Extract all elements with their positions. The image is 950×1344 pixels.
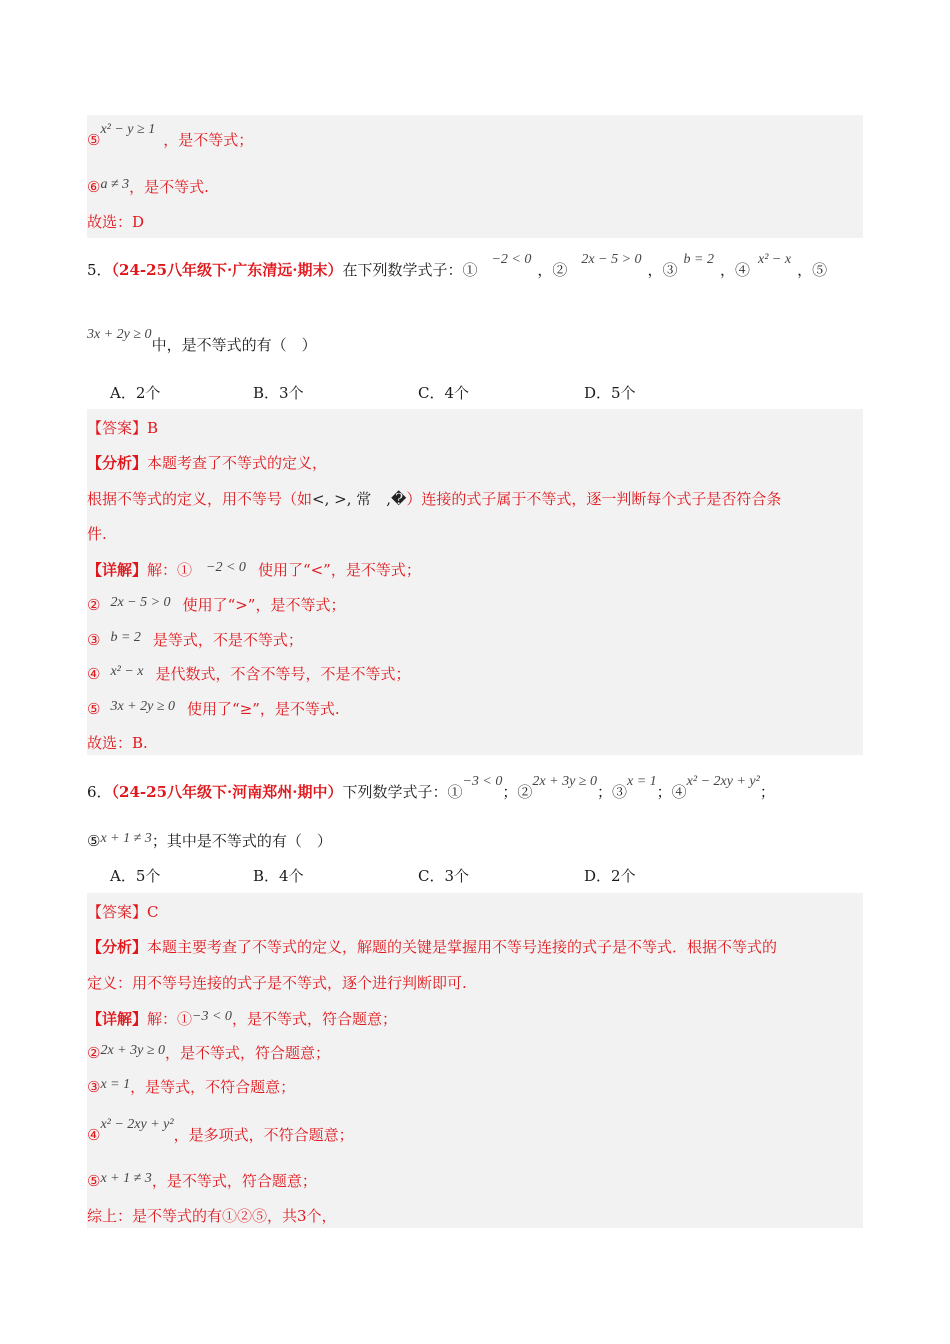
q5-choice: 故选：B. (87, 734, 148, 752)
q6-option-d: D．2个 (584, 867, 636, 885)
q5-stem: 5．（24-25八年级下·广东清远·期末）在下列数学式子：①−2 < 0，②2x − 5 > 0，③b = 2，④x² − x，⑤ (87, 252, 828, 279)
q6-analysis-line2: 定义：用不等号连接的式子是不等式，逐个进行判断即可. (87, 974, 467, 992)
q5-analysis: 【分析】本题考查了不等式的定义， (87, 454, 328, 472)
q5-detail-1: 【详解】解：① −2 < 0 使用了“<”，是不等式； (87, 560, 421, 579)
q5-detail-2: ② 2x − 5 > 0 使用了“>”，是不等式； (87, 595, 346, 614)
q6-detail-5: ⑤x + 1 ≠ 3，是不等式，符合题意； (87, 1171, 317, 1190)
q4-detail-line-6: ⑥a ≠ 3，是不等式. (87, 177, 209, 196)
q6-analysis: 【分析】本题主要考查了不等式的定义，解题的关键是掌握用不等号连接的式子是不等式．根据不等式的 (87, 938, 778, 956)
q6-detail-3: ③x = 1，是等式，不符合题意； (87, 1077, 296, 1096)
q6-answer: 【答案】C (87, 903, 159, 921)
q5-analysis-line3: 件. (87, 525, 107, 543)
q4-choice: 故选：D (87, 213, 145, 231)
q5-option-c: C．4个 (418, 384, 470, 402)
q6-detail-1: 【详解】解：①−3 < 0，是不等式，符合题意； (87, 1009, 397, 1028)
q6-stem: 6．（24-25八年级下·河南郑州·期中）下列数学式子：①−3 < 0；②2x + 3y ≥ 0；③x = 1；④x² − 2xy + y²； (87, 774, 775, 801)
q5-detail-3: ③ b = 2 是等式，不是不等式； (87, 630, 303, 649)
q5-analysis-line2: 根据不等式的定义，用不等号（如<, >, 常 ,�）连接的式子属于不等式，逐一判断每个式子是否符合条 (87, 490, 782, 508)
q5-answer: 【答案】B (87, 419, 159, 437)
q5-option-a: A．2个 (110, 384, 161, 402)
q6-detail-4: ④x² − 2xy + y²，是多项式，不符合题意； (87, 1117, 354, 1144)
q6-stem-line2: ⑤x + 1 ≠ 3；其中是不等式的有（ ） (87, 831, 332, 850)
q5-stem-line2: 3x + 2y ≥ 0中，是不等式的有（ ） (87, 327, 317, 354)
q4-detail-line-5: ⑤x² − y ≥ 1，是不等式； (87, 122, 254, 149)
q6-detail-2: ②2x + 3y ≥ 0，是不等式，符合题意； (87, 1043, 331, 1062)
q5-detail-4: ④ x² − x 是代数式，不含不等号，不是不等式； (87, 664, 411, 683)
q6-option-c: C．3个 (418, 867, 470, 885)
q6-option-b: B．4个 (253, 867, 304, 885)
q5-option-b: B．3个 (253, 384, 304, 402)
q6-summary: 综上：是不等式的有①②⑤，共3个， (87, 1207, 337, 1225)
q5-detail-5: ⑤ 3x + 2y ≥ 0 使用了“≥”，是不等式. (87, 699, 340, 718)
q5-option-d: D．5个 (584, 384, 636, 402)
q6-option-a: A．5个 (110, 867, 161, 885)
